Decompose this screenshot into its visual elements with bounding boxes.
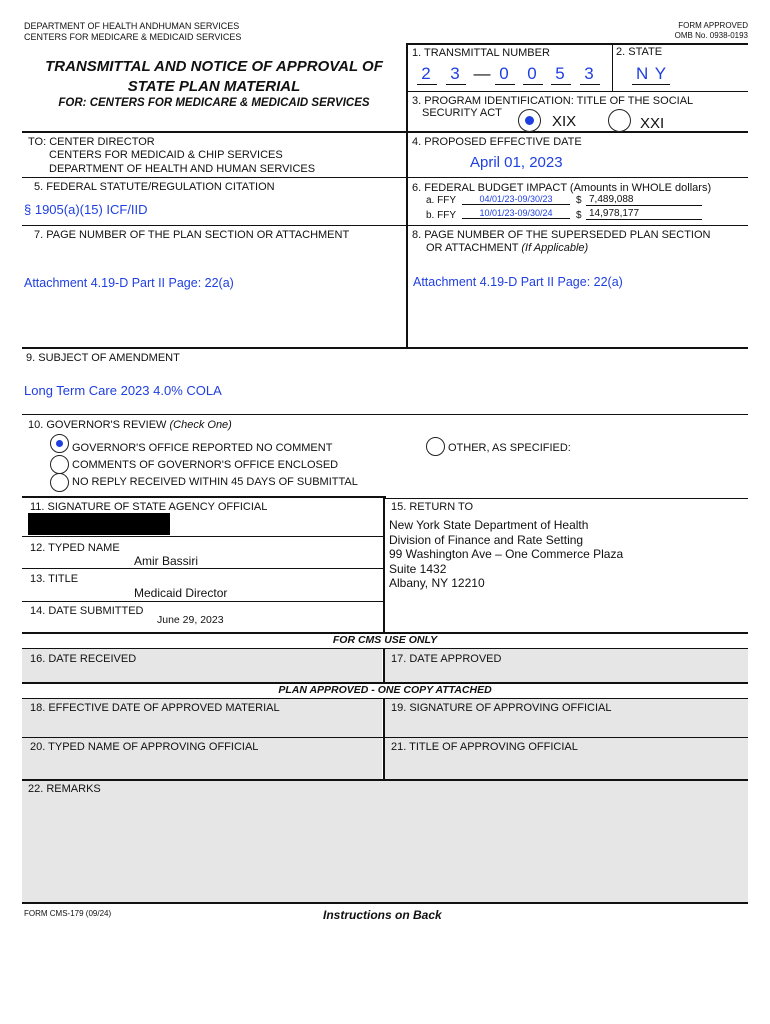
instructions-on-back: Instructions on Back <box>323 908 442 922</box>
form-number: FORM CMS-179 (09/24) <box>24 909 112 918</box>
typed-name-label: 12. TYPED NAME <box>30 542 120 554</box>
radio-selected-dot <box>525 116 534 125</box>
radio-comments-enclosed[interactable] <box>50 455 69 474</box>
program-id-label-2: SECURITY ACT <box>422 107 502 119</box>
agency-line-2: CENTERS FOR MEDICARE & MEDICAID SERVICES <box>24 32 242 42</box>
radio-xxi[interactable] <box>608 109 631 132</box>
state-value[interactable]: N Y <box>636 64 668 83</box>
plan-section-value[interactable]: Attachment 4.19-D Part II Page: 22(a) <box>24 276 234 290</box>
redacted-signature <box>28 513 170 535</box>
superseded-label: 8. PAGE NUMBER OF THE SUPERSEDED PLAN SECTION <box>412 229 711 241</box>
budget-impact-label: 6. FEDERAL BUDGET IMPACT (Amounts in WHOLE dollars) <box>412 182 712 194</box>
approving-title-label: 21. TITLE OF APPROVING OFFICIAL <box>391 741 578 753</box>
state-label: 2. STATE <box>616 46 663 58</box>
ffy-a-period[interactable]: 04/01/23-09/30/23 <box>462 194 570 205</box>
superseded-label-2: OR ATTACHMENT (If Applicable) <box>426 242 589 254</box>
typed-name-value[interactable]: Amir Bassiri <box>134 554 199 568</box>
program-id-label: 3. PROGRAM IDENTIFICATION: TITLE OF THE SOCIAL <box>412 95 694 107</box>
state-divider <box>612 43 613 91</box>
plan-approved-heading: PLAN APPROVED - ONE COPY ATTACHED <box>278 684 492 696</box>
subject-label: 9. SUBJECT OF AMENDMENT <box>26 352 180 364</box>
radio-selected-dot <box>56 440 63 447</box>
citation-label: 5. FEDERAL STATUTE/REGULATION CITATION <box>34 181 275 193</box>
superseded-value[interactable]: Attachment 4.19-D Part II Page: 22(a) <box>413 275 623 289</box>
agency-line-1: DEPARTMENT OF HEALTH ANDHUMAN SERVICES <box>24 21 240 31</box>
date-submitted-label: 14. DATE SUBMITTED <box>30 605 144 617</box>
option-other: OTHER, AS SPECIFIED: <box>448 442 571 454</box>
effective-date-label: 4. PROPOSED EFFECTIVE DATE <box>412 136 582 148</box>
cms-use-only-heading: FOR CMS USE ONLY <box>332 634 438 646</box>
to-line-2: CENTERS FOR MEDICAID & CHIP SERVICES <box>49 149 283 161</box>
omb-number: OMB No. 0938-0193 <box>674 31 748 40</box>
transmittal-number-label: 1. TRANSMITTAL NUMBER <box>412 47 550 59</box>
radio-xix[interactable] <box>518 109 541 132</box>
ffy-b-period[interactable]: 10/01/23-09/30/24 <box>462 208 570 219</box>
radio-other[interactable] <box>426 437 445 456</box>
option-xxi-label: XXI <box>640 115 665 132</box>
option-xix-label: XIX <box>552 113 577 130</box>
citation-value[interactable]: § 1905(a)(15) ICF/IID <box>24 202 148 217</box>
form-title-line-2: STATE PLAN MATERIAL <box>127 78 301 95</box>
option-comments-enclosed: COMMENTS OF GOVERNOR'S OFFICE ENCLOSED <box>72 459 339 471</box>
date-received-label: 16. DATE RECEIVED <box>30 653 137 665</box>
governor-review-label: 10. GOVERNOR'S REVIEW (Check One) <box>28 419 232 431</box>
effective-date-approved-label: 18. EFFECTIVE DATE OF APPROVED MATERIAL <box>30 702 280 714</box>
plan-section-label: 7. PAGE NUMBER OF THE PLAN SECTION OR ATTACHMENT <box>34 229 350 241</box>
center-divider-signature <box>383 496 385 632</box>
subject-value[interactable]: Long Term Care 2023 4.0% COLA <box>24 383 222 398</box>
date-submitted-value[interactable]: June 29, 2023 <box>157 614 224 626</box>
signature-label: 11. SIGNATURE OF STATE AGENCY OFFICIAL <box>30 501 268 513</box>
title-value[interactable]: Medicaid Director <box>134 586 228 600</box>
option-no-comment: GOVERNOR'S OFFICE REPORTED NO COMMENT <box>72 442 333 454</box>
remarks-label: 22. REMARKS <box>28 783 101 795</box>
date-approved-label: 17. DATE APPROVED <box>391 653 502 665</box>
effective-date-value[interactable]: April 01, 2023 <box>470 154 563 171</box>
form-approved-label: FORM APPROVED <box>678 21 748 30</box>
return-to-address[interactable]: New York State Department of Health Division of Finance and Rate Setting 99 Washington Ave – One Commerce Plaza Suite 1432 Albany, NY 12210 <box>389 518 624 590</box>
title-label: 13. TITLE <box>30 573 79 585</box>
remarks-box[interactable] <box>22 781 748 902</box>
option-no-reply: NO REPLY RECEIVED WITHIN 45 DAYS OF SUBMITTAL <box>72 476 358 488</box>
approving-name-label: 20. TYPED NAME OF APPROVING OFFICIAL <box>30 741 259 753</box>
ffy-b-amount[interactable]: 14,978,177 <box>586 208 702 220</box>
form-for-line: FOR: CENTERS FOR MEDICARE & MEDICAID SERVICES <box>58 97 370 109</box>
radio-no-reply[interactable] <box>50 473 69 492</box>
center-divider-top <box>406 43 408 347</box>
return-to-label: 15. RETURN TO <box>391 501 474 513</box>
ffy-a-amount[interactable]: 7,489,088 <box>586 194 702 206</box>
form-title-line-1: TRANSMITTAL AND NOTICE OF APPROVAL OF <box>45 58 383 75</box>
to-line-3: DEPARTMENT OF HEALTH AND HUMAN SERVICES <box>49 163 316 175</box>
top-border <box>406 43 748 45</box>
radio-no-comment[interactable] <box>50 434 69 453</box>
to-line-1: TO: CENTER DIRECTOR <box>28 136 155 148</box>
approving-signature-label: 19. SIGNATURE OF APPROVING OFFICIAL <box>391 702 612 714</box>
